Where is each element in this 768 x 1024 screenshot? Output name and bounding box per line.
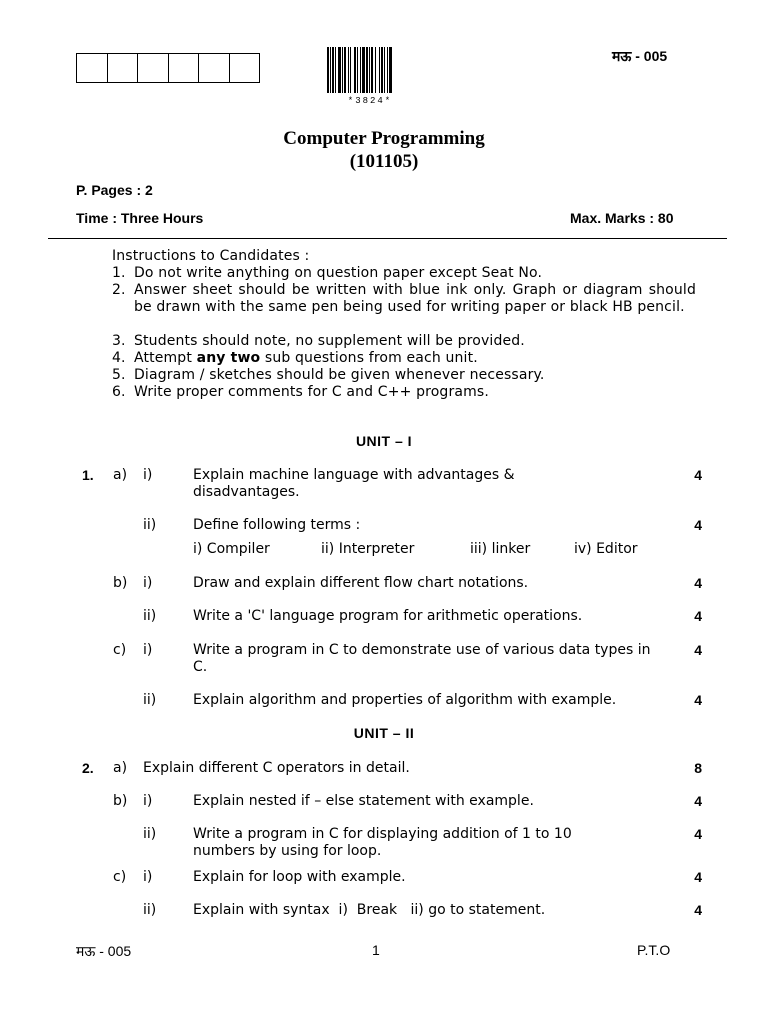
- part-label: c): [113, 869, 127, 885]
- instruction-emphasis: any two: [196, 350, 261, 366]
- page-count: P. Pages : 2: [76, 182, 153, 198]
- part-label: a): [113, 467, 128, 483]
- marks: 4: [694, 608, 702, 624]
- barcode-number: *3824*: [347, 96, 393, 106]
- marks: 4: [694, 467, 702, 483]
- instruction-text: Do not write anything on question paper except Seat No.: [134, 265, 543, 281]
- marks: 4: [694, 692, 702, 708]
- subpart-label: ii): [143, 902, 157, 918]
- instructions-heading: Instructions to Candidates :: [112, 248, 310, 264]
- marks: 4: [694, 902, 702, 918]
- seat-box: [138, 54, 169, 82]
- question-text: Explain for loop with example.: [193, 869, 406, 885]
- header-divider: [48, 238, 727, 239]
- instruction-text: [134, 350, 696, 367]
- paper-code: मऊ - 005: [612, 48, 668, 64]
- question-text: Explain different C operators in detail.: [143, 760, 410, 776]
- marks: 4: [694, 793, 702, 809]
- instruction-text: Diagram / sketches should be given whenever necessary.: [134, 367, 545, 383]
- marks: 4: [694, 575, 702, 591]
- instruction-number: 6.: [112, 384, 126, 400]
- question-text: Define following terms :: [193, 517, 361, 533]
- seat-box: [77, 54, 108, 82]
- part-label: c): [113, 642, 127, 658]
- instruction-number: 3.: [112, 333, 126, 349]
- seat-box: [230, 54, 260, 82]
- subpart-label: ii): [143, 826, 157, 842]
- subpart-label: i): [143, 575, 153, 591]
- part-label: b): [113, 793, 128, 809]
- instruction-text: Students should note, no supplement will be provided.: [134, 333, 525, 349]
- seat-number-boxes: [76, 53, 260, 83]
- instruction-text-post: sub questions from each unit.: [260, 350, 478, 366]
- term-item: iii) linker: [470, 541, 531, 557]
- part-label: b): [113, 575, 128, 591]
- max-marks: Max. Marks : 80: [570, 210, 674, 226]
- unit-2-heading: UNIT – II: [353, 725, 415, 741]
- question-text: Write a 'C' language program for arithmetic operations.: [193, 608, 583, 624]
- barcode: [326, 47, 414, 93]
- marks: 4: [694, 517, 702, 533]
- marks: 4: [694, 869, 702, 885]
- term-item: i) Compiler: [193, 541, 270, 557]
- question-text: Write a program in C for displaying addition of 1 to 10 numbers by using for loop.: [193, 826, 572, 859]
- seat-box: [108, 54, 139, 82]
- unit-1-heading: UNIT – I: [355, 433, 413, 449]
- part-label: a): [113, 760, 128, 776]
- subpart-label: i): [143, 642, 153, 658]
- question-text: Draw and explain different flow chart notations.: [193, 575, 529, 591]
- instruction-text: Answer sheet should be written with blue ink only. Graph or diagram should be drawn with the same pen being used for writing paper or black HB pencil.: [134, 282, 696, 315]
- instruction-number: 4.: [112, 350, 126, 366]
- marks: 4: [694, 642, 702, 658]
- subpart-label: ii): [143, 608, 157, 624]
- subpart-label: ii): [143, 692, 157, 708]
- question-text: Explain nested if – else statement with example.: [193, 793, 534, 809]
- subpart-label: i): [143, 467, 153, 483]
- seat-box: [199, 54, 230, 82]
- pto-label: P.T.O: [637, 942, 671, 958]
- marks: 4: [694, 826, 702, 842]
- question-text: Explain machine language with advantages & disadvantages.: [193, 467, 515, 500]
- term-item: iv) Editor: [574, 541, 638, 557]
- footer-paper-code: मऊ - 005: [76, 943, 132, 959]
- subpart-label: i): [143, 793, 153, 809]
- question-number: 2.: [82, 760, 94, 776]
- instruction-text: Write proper comments for C and C++ programs.: [134, 384, 489, 400]
- subject-code: (101105): [349, 151, 419, 172]
- instruction-number: 2.: [112, 282, 126, 298]
- question-text: Explain with syntax i) Break ii) go to statement.: [193, 902, 546, 918]
- question-text: Explain algorithm and properties of algorithm with example.: [193, 692, 617, 708]
- question-number: 1.: [82, 467, 94, 483]
- subpart-label: i): [143, 869, 153, 885]
- subpart-label: ii): [143, 517, 157, 533]
- seat-box: [169, 54, 200, 82]
- page-number: 1: [372, 942, 380, 958]
- instruction-number: 5.: [112, 367, 126, 383]
- term-item: ii) Interpreter: [321, 541, 415, 557]
- question-text: Write a program in C to demonstrate use of various data types in C.: [193, 642, 651, 675]
- instruction-number: 1.: [112, 265, 126, 281]
- time-allowed: Time : Three Hours: [76, 210, 204, 226]
- marks: 8: [694, 760, 702, 776]
- instruction-text-pre: Attempt: [134, 350, 197, 366]
- paper-title: Computer Programming: [283, 128, 485, 149]
